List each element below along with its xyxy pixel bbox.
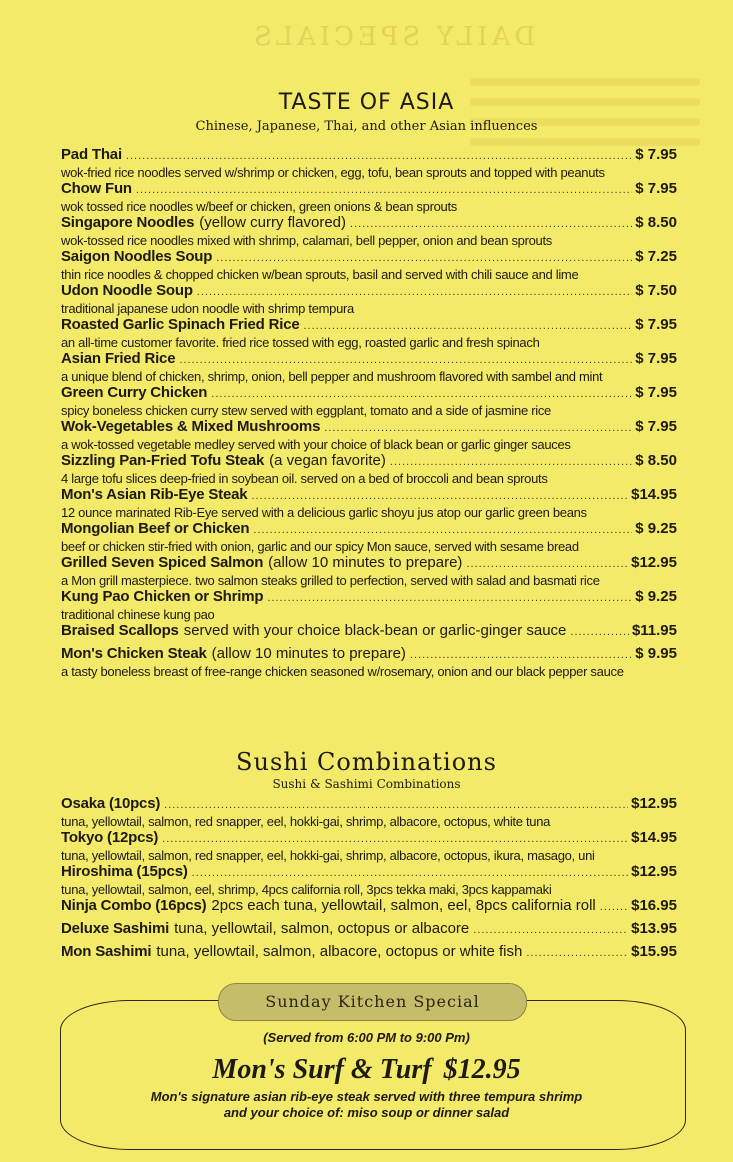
item-description: tuna, yellowtail, salmon, eel, shrimp, 4pcs california roll, 3pcs tekka maki, 3pcs kappamaki <box>61 882 552 897</box>
menu-item <box>61 897 677 916</box>
dot-leader <box>473 921 628 939</box>
item-description: tuna, yellowtail, salmon, red snapper, eel, hokki-gai, shrimp, albacore, octopus, ikura, masago, uni <box>61 848 595 863</box>
item-name: Mon Sashimi <box>61 943 152 960</box>
menu-item <box>61 920 677 939</box>
menu-item <box>61 520 677 554</box>
special-dish-name: Mon's Surf & Turf <box>212 1054 432 1085</box>
item-price: $ 7.95 <box>635 418 677 435</box>
item-name: Chow Fun <box>61 180 132 197</box>
item-name: Mon's Asian Rib-Eye Steak <box>61 486 248 503</box>
taste-of-asia-list <box>61 146 677 679</box>
item-price: $ 7.25 <box>635 248 677 265</box>
dot-leader <box>216 249 632 267</box>
item-note: (a vegan favorite) <box>269 452 386 469</box>
item-note: 2pcs each tuna, yellowtail, salmon, eel, 8pcs california roll <box>211 897 596 914</box>
item-name: Osaka (10pcs) <box>61 795 161 812</box>
item-price: $11.95 <box>631 622 677 639</box>
item-price: $12.95 <box>631 863 677 880</box>
item-description: traditional chinese kung pao <box>61 607 215 622</box>
bleed-through-heading: DAILY SPECIALS <box>250 22 536 52</box>
sushi-subtitle: Sushi & Sashimi Combinations <box>272 777 461 791</box>
item-description: wok-tossed rice noodles mixed with shrimp, calamari, bell pepper, onion and bean sprouts <box>61 233 552 248</box>
item-name: Mongolian Beef or Chicken <box>61 520 250 537</box>
dot-leader <box>466 555 628 573</box>
item-note: served with your choice black-bean or garlic-ginger sauce <box>183 622 567 639</box>
item-description: traditional japanese udon noodle with shrimp tempura <box>61 301 354 316</box>
menu-item <box>61 146 677 180</box>
item-price: $ 8.50 <box>635 214 677 231</box>
item-name: Singapore Noodles <box>61 214 195 231</box>
item-price: $ 9.25 <box>635 588 677 605</box>
menu-item <box>61 622 677 641</box>
menu-item <box>61 795 677 829</box>
sushi-list <box>61 795 677 966</box>
item-description: wok-fried rice noodles served w/shrimp or chicken, egg, tofu, bean sprouts and topped with peanuts <box>61 165 605 180</box>
special-description <box>0 1089 733 1121</box>
special-desc-line: Mon's signature asian rib-eye steak served with three tempura shrimp <box>150 1089 583 1104</box>
item-description: wok tossed rice noodles w/beef or chicken, green onions & bean sprouts <box>61 199 457 214</box>
item-price: $ 7.95 <box>635 146 677 163</box>
dot-leader <box>410 646 632 664</box>
menu-item <box>61 384 677 418</box>
item-description: a wok-tossed vegetable medley served with your choice of black bean or garlic ginger sauces <box>61 437 571 452</box>
item-note: (allow 10 minutes to prepare) <box>268 554 463 571</box>
dot-leader <box>192 864 628 882</box>
menu-item <box>61 645 677 679</box>
dot-leader <box>211 385 632 403</box>
item-price: $ 8.50 <box>635 452 677 469</box>
item-name: Udon Noodle Soup <box>61 282 193 299</box>
menu-item <box>61 214 677 248</box>
item-price: $ 7.95 <box>635 180 677 197</box>
menu-item <box>61 829 677 863</box>
item-price: $14.95 <box>631 486 677 503</box>
dot-leader <box>570 623 629 641</box>
item-name: Tokyo (12pcs) <box>61 829 159 846</box>
item-name: Green Curry Chicken <box>61 384 208 401</box>
dot-leader <box>136 181 632 199</box>
dot-leader <box>162 830 628 848</box>
item-name: Grilled Seven Spiced Salmon <box>61 554 264 571</box>
item-description: 4 large tofu slices deep-fried in soybean oil. served on a bed of broccoli and bean sprouts <box>61 471 548 486</box>
dot-leader <box>179 351 632 369</box>
item-description: thin rice noodles & chopped chicken w/bean sprouts, basil and served with chili sauce and lime <box>61 267 579 282</box>
item-price: $15.95 <box>631 943 677 960</box>
menu-item <box>61 943 677 962</box>
menu-item <box>61 180 677 214</box>
menu-item <box>61 418 677 452</box>
item-description: a tasty boneless breast of free-range chicken seasoned w/rosemary, onion and our black pepper sauce <box>61 664 624 679</box>
item-note: (allow 10 minutes to prepare) <box>211 645 406 662</box>
item-price: $14.95 <box>631 829 677 846</box>
item-description: 12 ounce marinated Rib-Eye served with a delicious garlic shoyu jus atop our garlic green beans <box>61 505 587 520</box>
item-price: $ 7.50 <box>635 282 677 299</box>
item-name: Sizzling Pan-Fried Tofu Steak <box>61 452 265 469</box>
menu-item <box>61 486 677 520</box>
item-name: Wok-Vegetables & Mixed Mushrooms <box>61 418 321 435</box>
dot-leader <box>600 898 628 916</box>
item-name: Hiroshima (15pcs) <box>61 863 188 880</box>
item-description: an all-time customer favorite. fried rice tossed with egg, roasted garlic and fresh spinach <box>61 335 540 350</box>
item-price: $13.95 <box>631 920 677 937</box>
dot-leader <box>303 317 632 335</box>
item-description: a unique blend of chicken, shrimp, onion, bell pepper and mushroom flavored with sambel and mint <box>61 369 603 384</box>
item-name: Roasted Garlic Spinach Fried Rice <box>61 316 300 333</box>
dot-leader <box>324 419 632 437</box>
special-hours: (Served from 6:00 PM to 9:00 Pm) <box>263 1030 470 1045</box>
item-name: Ninja Combo (16pcs) <box>61 897 207 914</box>
dot-leader <box>253 521 632 539</box>
item-name: Braised Scallops <box>61 622 179 639</box>
item-note: (yellow curry flavored) <box>199 214 347 231</box>
item-description: beef or chicken stir-fried with onion, garlic and our spicy Mon sauce, served with sesame bread <box>61 539 579 554</box>
dot-leader <box>251 487 628 505</box>
item-name: Saigon Noodles Soup <box>61 248 213 265</box>
special-price: $12.95 <box>443 1054 521 1085</box>
item-name: Mon's Chicken Steak <box>61 645 207 662</box>
menu-item <box>61 554 677 588</box>
special-title <box>0 1054 733 1086</box>
item-price: $ 7.95 <box>635 384 677 401</box>
dot-leader <box>126 147 632 165</box>
item-name: Kung Pao Chicken or Shrimp <box>61 588 264 605</box>
item-name: Deluxe Sashimi <box>61 920 170 937</box>
item-price: $12.95 <box>631 554 677 571</box>
item-description: a Mon grill masterpiece. two salmon steaks grilled to perfection, served with salad and basmati rice <box>61 573 600 588</box>
item-price: $ 9.95 <box>635 645 677 662</box>
item-price: $ 7.95 <box>635 350 677 367</box>
item-note: tuna, yellowtail, salmon, albacore, octopus or white fish <box>156 943 523 960</box>
item-description: spicy boneless chicken curry stew served with eggplant, tomato and a side of jasmine rice <box>61 403 551 418</box>
menu-item <box>61 588 677 622</box>
dot-leader <box>197 283 633 301</box>
item-price: $16.95 <box>631 897 677 914</box>
menu-item <box>61 863 677 897</box>
dot-leader <box>526 944 628 962</box>
item-description: tuna, yellowtail, salmon, red snapper, eel, hokki-gai, shrimp, albacore, octopus, white tuna <box>61 814 551 829</box>
section-subtitle: Chinese, Japanese, Thai, and other Asian influences <box>195 119 538 134</box>
item-name: Asian Fried Rice <box>61 350 176 367</box>
sushi-title: Sushi Combinations <box>236 748 497 776</box>
menu-item <box>61 350 677 384</box>
menu-item <box>61 452 677 486</box>
dot-leader <box>164 796 628 814</box>
dot-leader <box>350 215 632 233</box>
menu-item <box>61 316 677 350</box>
menu-item <box>61 282 677 316</box>
section-title: TASTE OF ASIA <box>278 90 455 115</box>
item-price: $ 7.95 <box>635 316 677 333</box>
special-banner: Sunday Kitchen Special <box>218 983 527 1021</box>
item-name: Pad Thai <box>61 146 122 163</box>
item-price: $12.95 <box>631 795 677 812</box>
item-price: $ 9.25 <box>635 520 677 537</box>
special-desc-line: and your choice of: miso soup or dinner salad <box>223 1105 510 1120</box>
dot-leader <box>267 589 632 607</box>
dot-leader <box>390 453 632 471</box>
menu-item <box>61 248 677 282</box>
item-note: tuna, yellowtail, salmon, octopus or albacore <box>174 920 470 937</box>
